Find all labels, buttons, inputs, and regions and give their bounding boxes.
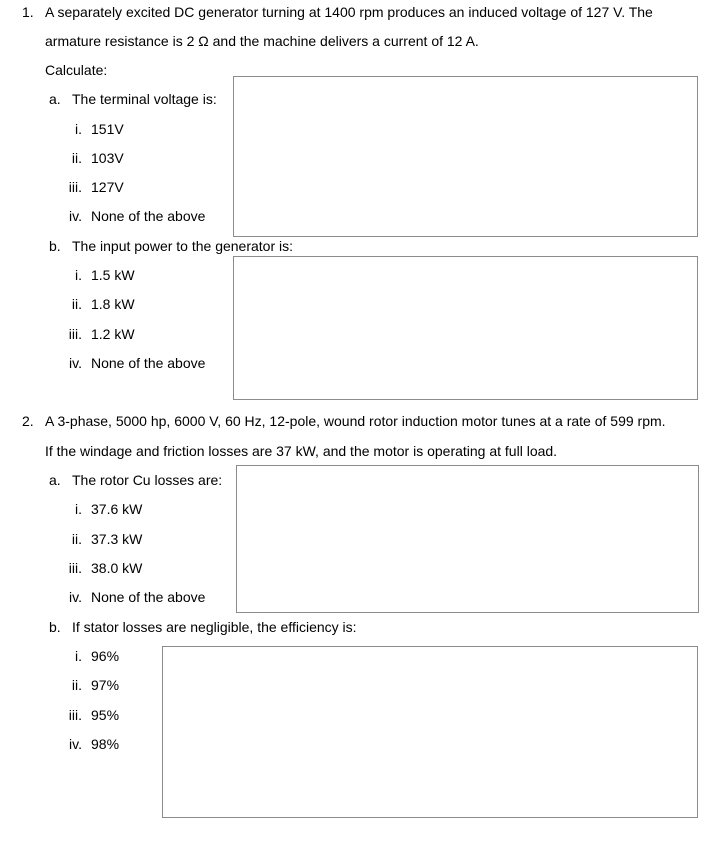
option-numeral: iv. <box>69 589 82 605</box>
answer-box-q2a[interactable] <box>236 465 699 613</box>
question-number: 2. <box>22 413 34 429</box>
instruction-text: Calculate: <box>45 62 108 78</box>
option-numeral: i. <box>75 267 82 283</box>
answer-box-q1a[interactable] <box>233 76 698 237</box>
option-numeral: i. <box>75 121 82 137</box>
option-numeral: ii. <box>71 150 82 166</box>
question-stem-line: A 3-phase, 5000 hp, 6000 V, 60 Hz, 12-pole, wound rotor induction motor tunes at a rate of 599 rpm. <box>45 413 666 429</box>
option-text: 95% <box>91 707 120 723</box>
option-numeral: iv. <box>69 208 82 224</box>
option-text: 127V <box>91 179 124 195</box>
option-numeral: iii. <box>68 560 82 576</box>
option-numeral: i. <box>75 648 82 664</box>
option-numeral: iv. <box>69 355 82 371</box>
option-numeral: iv. <box>69 736 82 752</box>
part-letter: a. <box>49 91 61 107</box>
option-text: None of the above <box>91 355 206 371</box>
answer-box-q2b[interactable] <box>162 646 698 818</box>
option-numeral: ii. <box>71 677 82 693</box>
option-numeral: iii. <box>68 326 82 342</box>
option-numeral: iii. <box>68 179 82 195</box>
part-letter: a. <box>49 472 61 488</box>
part-letter: b. <box>49 619 61 635</box>
option-text: 151V <box>91 121 124 137</box>
option-numeral: i. <box>75 501 82 517</box>
option-numeral: iii. <box>68 707 82 723</box>
option-text: 1.5 kW <box>91 267 135 283</box>
answer-box-q1b[interactable] <box>233 256 698 400</box>
part-letter: b. <box>49 238 61 254</box>
option-text: 96% <box>91 648 120 664</box>
part-prompt: The terminal voltage is: <box>72 91 217 107</box>
option-text: 38.0 kW <box>91 560 143 576</box>
option-numeral: ii. <box>71 296 82 312</box>
option-text: 37.3 kW <box>91 531 143 547</box>
question-stem-line: If the windage and friction losses are 37 kW, and the motor is operating at full load. <box>45 443 558 459</box>
option-text: None of the above <box>91 589 206 605</box>
option-text: 37.6 kW <box>91 501 143 517</box>
option-text: 98% <box>91 736 120 752</box>
option-numeral: ii. <box>71 531 82 547</box>
question-stem-line: armature resistance is 2 Ω and the machine delivers a current of 12 A. <box>45 33 479 49</box>
part-prompt: The rotor Cu losses are: <box>72 472 223 488</box>
option-text: None of the above <box>91 208 206 224</box>
part-prompt: If stator losses are negligible, the efficiency is: <box>72 619 357 635</box>
part-prompt: The input power to the generator is: <box>72 238 294 254</box>
option-text: 1.2 kW <box>91 326 135 342</box>
option-text: 97% <box>91 677 120 693</box>
option-text: 1.8 kW <box>91 296 135 312</box>
option-text: 103V <box>91 150 124 166</box>
question-number: 1. <box>22 4 34 20</box>
question-stem-line: A separately excited DC generator turning at 1400 rpm produces an induced voltage of 127 V. The <box>45 4 653 20</box>
